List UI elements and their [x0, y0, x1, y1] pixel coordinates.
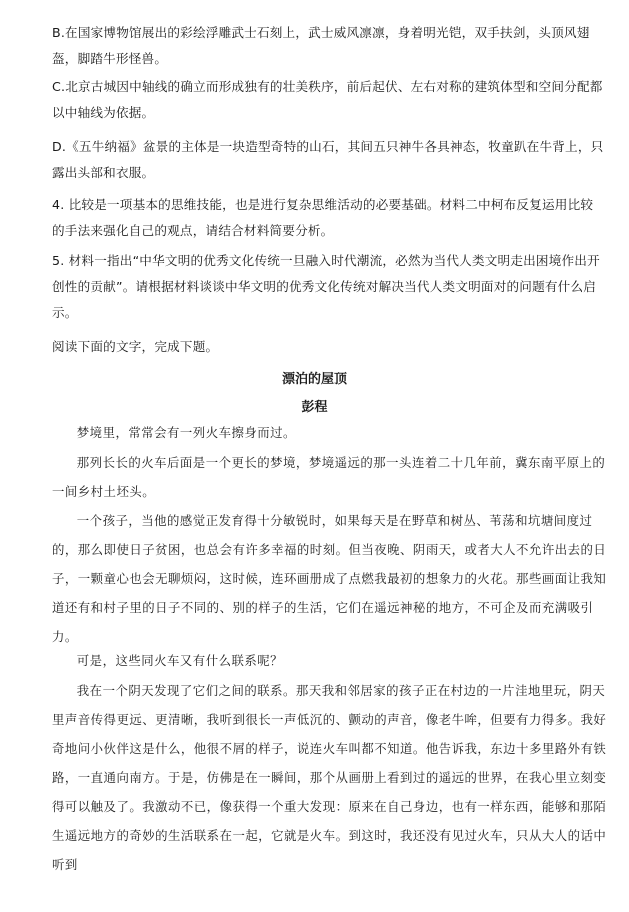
article-author: 彭程	[301, 400, 328, 415]
question-option-c: C.北京古城因中轴线的确立而形成独有的壮美秩序，前后起伏、左右对称的建筑体型和空间分配都以中轴线为依据。	[52, 79, 603, 120]
article-paragraph-3: 一个孩子，当他的感觉正发育得十分敏锐时，如果每天是在野草和树丛、苇荡和坑塘间度过的，那么即使日子贫困，也总会有许多幸福的时刻。但当夜晚、阴雨天，或者大人不允许出去的日子，一颗童心也会无聊烦闷，这时候，连环画册成了点燃我最初的想象力的火花。那些画面让我知道还有和村子里的日子不同的、别的样子的生活，它们在遥远神秘的地方，不可企及而充满吸引力。	[52, 513, 607, 644]
question-5: 5. 材料一指出“中华文明的优秀文化传统一旦融入时代潮流，必然为当代人类文明走出困境作出开创性的贡献”。请根据材料谈谈中华文明的优秀文化传统对解决当代人类文明面对的问题有什么启示。	[52, 253, 600, 320]
article-paragraph-1: 梦境里，常常会有一列火车擦身而过。	[76, 425, 296, 440]
article-paragraph-2: 那列长长的火车后面是一个更长的梦境，梦境遥远的那一头连着二十几年前，冀东南平原上的一间乡村土坯头。	[52, 455, 606, 499]
article-paragraph-4: 可是，这些同火车又有什么联系呢？	[76, 653, 284, 668]
article-paragraph-5: 我在一个阴天发现了它们之间的联系。那天我和邻居家的孩子正在村边的一片洼地里玩，阴天里声音传得更远、更清晰，我听到很长一声低沉的、颤动的声音，像老牛哞，但要有力得多。我好奇地问小伙伴这是什么，他很不屑的样子，说连火车叫都不知道。他告诉我，东边十多里路外有铁路，一直通向南方。于是，仿佛是在一瞬间，那个从画册上看到过的遥远的世界，在我心里立刻变得可以触及了。我激动不已，像获得一个重大发现：原来在自己身边，也有一样东西，能够和那陌生遥远地方的奇妙的生活联系在一起，它就是火车。到这时，我还没有见过火车，只从大人的话中听到	[52, 683, 607, 872]
question-4: 4. 比较是一项基本的思维技能，也是进行复杂思维活动的必要基础。材料二中柯布反复运用比较的手法来强化自己的观点，请结合材料简要分析。	[52, 197, 594, 238]
reading-instruction: 阅读下面的文字，完成下题。	[52, 339, 219, 354]
article-title: 漂泊的屋顶	[281, 372, 347, 387]
question-option-d: D.《五牛纳福》盆景的主体是一块造型奇特的山石，其间五只神牛各具神态，牧童趴在牛背上，只露出头部和衣服。	[52, 139, 604, 180]
question-option-b: B.在国家博物馆展出的彩绘浮雕武士石刻上，武士威风凛凛，身着明光铠，双手扶剑，头顶风翅盔，脚踏牛形怪兽。	[52, 25, 590, 66]
